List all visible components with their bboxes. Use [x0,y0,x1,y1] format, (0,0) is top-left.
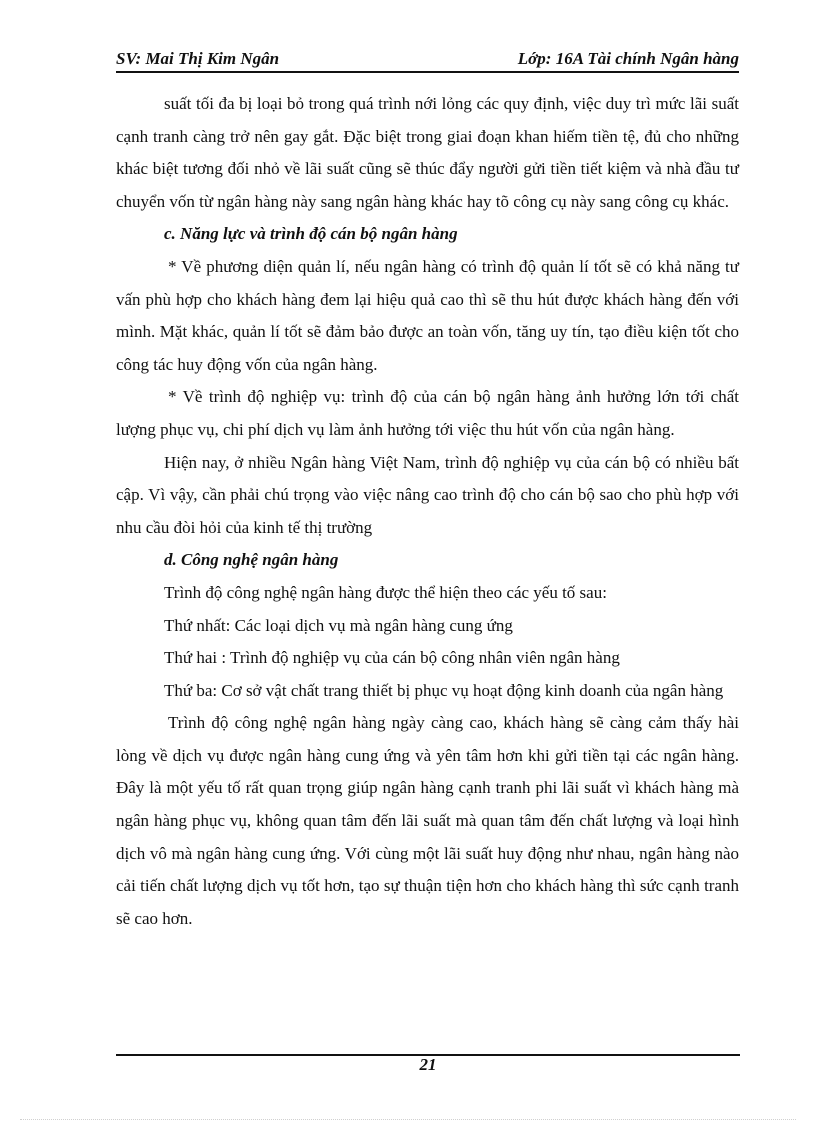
page-header [116,49,739,73]
section-heading-d: d. Công nghệ ngân hàng [164,550,339,570]
section-heading-c: c. Năng lực và trình độ cán bộ ngân hàng [164,224,458,244]
paragraph-vietnam-banks: Hiện nay, ở nhiều Ngân hàng Việt Nam, trình độ nghiệp vụ của cán bộ có nhiều bất cập. Vì vậy, cần phải chú trọng vào việc nâng cao trình độ cho cán bộ sao cho phù hợp với nhu cầu đòi hỏi của kinh tế thị trường [116,452,739,537]
paragraph-technology-conclusion: Trình độ công nghệ ngân hàng ngày càng cao, khách hàng sẽ càng cảm thấy hài lòng về dịch vụ được ngân hàng cung ứng và yên tâm hơn khi gửi tiền tại các ngân hàng. Đây là một yếu tố rất quan trọng giúp ngân hàng cạnh tranh phi lãi suất vì khách hàng mà ngân hàng phục vụ, không quan tâm đến lãi suất mà quan tâm đến chất lượng và loại hình dịch vô mà ngân hàng cung ứng. Với cùng một lãi suất huy động như nhau, ngân hàng nào cải tiến chất lượng dịch vụ tốt hơn, tạo sự thuận tiện hơn cho khách hàng thì sức cạnh tranh sẽ cao hơn. [116,713,739,928]
header-class-name: Lớp: 16A Tài chính Ngân hàng [517,49,739,68]
paragraph-technology-intro: Trình độ công nghệ ngân hàng được thể hiện theo các yếu tố sau: [164,582,607,602]
paragraph-interest-rate-competition: suất tối đa bị loại bỏ trong quá trình nới lỏng các quy định, việc duy trì mức lãi suất cạnh tranh càng trở nên gay gắt. Đặc biệt trong giai đoạn khan hiếm tiền tệ, đủ cho những khác biệt tương đối nhỏ về lãi suất cũng sẽ thúc đẩy người gửi tiền tiết kiệm và nhà đầu tư chuyển vốn từ ngân hàng này sang ngân hàng khác hay tõ công cụ này sang công cụ khác. [116,94,739,211]
paragraph-management: * Về phương diện quản lí, nếu ngân hàng có trình độ quản lí tốt sẽ có khả năng tư vấn phù hợp cho khách hàng đem lại hiệu quả cao thì sẽ thu hút được khách hàng đến với mình. Mặt khác, quản lí tốt sẽ đảm bảo được an toàn vốn, tăng uy tín, tạo điều kiện tốt cho công tác huy động vốn của ngân hàng. [116,256,739,374]
paragraph-professional-level: * Về trình độ nghiệp vụ: trình độ của cán bộ ngân hàng ảnh hưởng lớn tới chất lượng phục vụ, chi phí dịch vụ làm ảnh hưởng tới việc thu hút vốn của ngân hàng. [116,387,739,439]
list-item-second: Thứ hai : Trình độ nghiệp vụ của cán bộ công nhân viên ngân hàng [164,648,620,668]
page-bottom-border [20,1119,796,1120]
document-body [116,88,739,935]
page-number: 21 [419,1055,437,1074]
list-item-first: Thứ nhất: Các loại dịch vụ mà ngân hàng cung ứng [164,615,513,635]
list-item-third: Thứ ba: Cơ sở vật chất trang thiết bị phục vụ hoạt động kinh doanh của ngân hàng [164,680,724,700]
header-student-name: SV: Mai Thị Kim Ngân [116,49,280,68]
